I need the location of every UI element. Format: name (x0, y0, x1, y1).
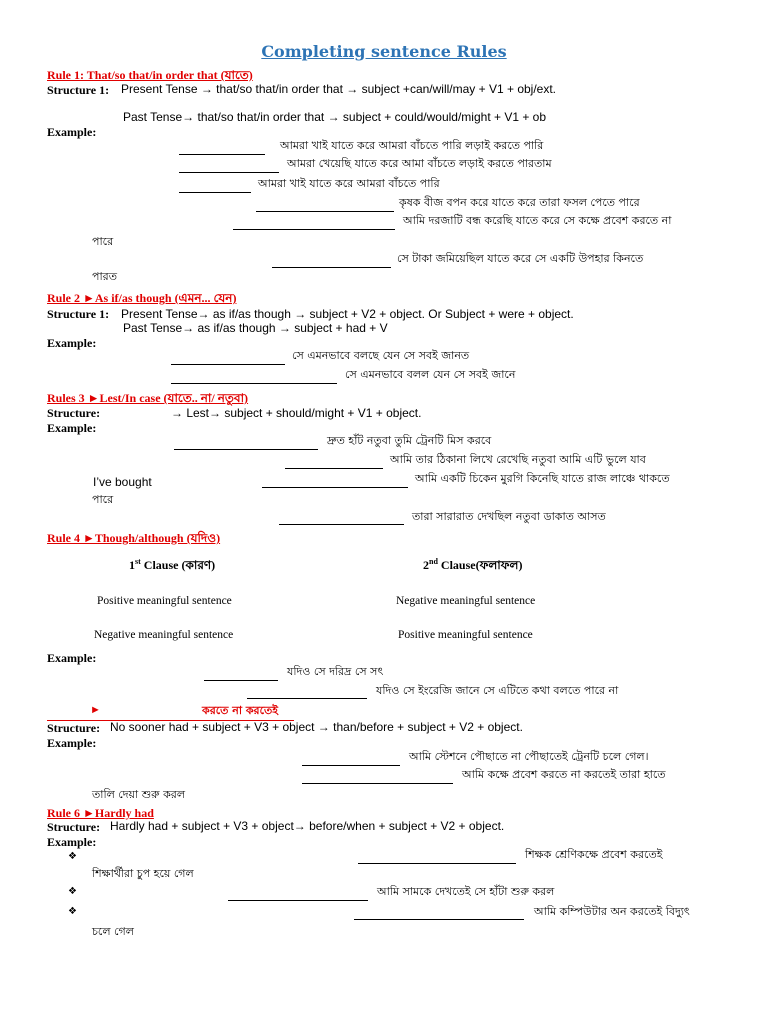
blank-line[interactable] (354, 919, 524, 920)
diamond-bullet-icon: ❖ (68, 886, 77, 897)
blank-line[interactable] (171, 364, 285, 365)
rule-5-example-label: Example: (47, 736, 97, 750)
blank-line[interactable] (174, 449, 318, 450)
blank-line[interactable] (233, 229, 395, 230)
rule-3-structure-label: Structure: (47, 406, 101, 420)
blank-line[interactable] (272, 267, 391, 268)
example-sentence: আমি কম্পিউটার অন করতেই বিদ্যুৎ (534, 905, 690, 918)
example-sentence: আমরা খাই যাতে করে আমরা বাঁচতে পারি লড়াই করতে পারি (280, 139, 544, 152)
rule-2-example-label: Example: (47, 336, 97, 350)
diamond-bullet-icon: ❖ (68, 851, 77, 862)
rule-1-structure-label: Structure 1: (47, 83, 110, 97)
example-sentence-continuation: পারত (92, 270, 117, 283)
example-sentence: আমরা খাই যাতে করে আমরা বাঁচতে পারি (258, 177, 440, 190)
example-sentence: যদিও সে ইংরেজি জানে সে এটিতে কথা বলতে পারে না (376, 684, 619, 697)
example-sentence: আমি সামকে দেখতেই সে হাঁটা শুরু করল (377, 885, 555, 898)
rule-3-example-label: Example: (47, 421, 97, 435)
blank-line[interactable] (247, 698, 367, 699)
rule-5-structure: No sooner had + subject + V3 + object → than/before + subject + V2 + object. (110, 720, 523, 734)
rule-2-structure-label: Structure 1: (47, 307, 110, 321)
first-clause-header: 1st Clause (কারণ) (129, 557, 216, 572)
clause-cell: Negative meaningful sentence (94, 629, 234, 641)
page-title: Completing sentence Rules (261, 42, 507, 61)
blank-line[interactable] (179, 192, 251, 193)
second-clause-header: 2nd Clause(ফলাফল) (423, 557, 523, 572)
blank-line[interactable] (279, 524, 404, 525)
rule-6-structure-label: Structure: (47, 820, 101, 834)
blank-line[interactable] (302, 783, 453, 784)
example-sentence-continuation: পারে (92, 235, 114, 248)
blank-line[interactable] (285, 468, 383, 469)
rule-6-structure: Hardly had + subject + V3 + object→ before/when + subject + V2 + object. (110, 819, 505, 833)
rule-1-past: Past Tense→ that/so that/in order that → subject + could/would/might + V1 + ob (123, 110, 547, 124)
example-sentence: আমরা খেয়েছি যাতে করে আমা বাঁচতে লড়াই করতে পারতাম (287, 157, 552, 170)
blank-line[interactable] (179, 172, 279, 173)
example-sentence: সে এমনভাবে বলল যেন সে সবই জানে (345, 368, 516, 381)
example-sentence: আমি কক্ষে প্রবেশ করতে না করতেই তারা হাতে (462, 768, 666, 781)
rule-2-heading: Rule 2 ►As if/as though (এমন... যেন) (47, 291, 237, 305)
rule-5-heading-label: করতে না করতেই (202, 704, 278, 717)
clause-cell: Negative meaningful sentence (396, 595, 536, 607)
blank-line[interactable] (262, 487, 408, 488)
blank-line[interactable] (256, 211, 394, 212)
rule-4-example-label: Example: (47, 651, 97, 665)
rule-1-example-label: Example: (47, 125, 97, 139)
example-sentence: শিক্ষক শ্রেণিকক্ষে প্রবেশ করতেই (525, 848, 663, 861)
example-sentence: তারা সারারাত দেখছিল নতুবা ডাকাত আসত (412, 510, 606, 523)
example-sentence-continuation: পারে (92, 493, 114, 506)
example-sentence-continuation: শিক্ষার্থীরা চুপ হয়ে গেল (92, 867, 194, 880)
example-sentence: আমি স্টেশনে পৌছাতে না পৌছাতেই ট্রেনটি চলে গেল। (409, 750, 649, 763)
example-sentence: যদিও সে দরিদ্র সে সৎ (287, 665, 384, 678)
clause-cell: Positive meaningful sentence (398, 629, 533, 641)
example-sentence-continuation: চলে গেল (92, 925, 134, 938)
example-sentence: সে টাকা জমিয়েছিল যাতে করে সে একটি উপহার কিনতে (397, 252, 644, 265)
clause-cell: Positive meaningful sentence (97, 595, 232, 607)
example-sentence: আমি তার ঠিকানা লিখে রেখেছি নতুবা আমি এটি ভুলে যাব (390, 453, 646, 466)
blank-line[interactable] (228, 900, 368, 901)
arrow-icon: ► (90, 704, 101, 716)
example-sentence: আমি একটি চিকেন মুরগি কিনেছি যাতে রাজ লাঞ্চে থাকতে (415, 472, 670, 485)
blank-line[interactable] (179, 154, 265, 155)
blank-line[interactable] (171, 383, 337, 384)
rule-3-heading: Rules 3 ►Lest/In case (যাতে.. না/ নতুবা) (47, 391, 249, 405)
rule-5-heading (47, 705, 294, 721)
blank-line[interactable] (358, 863, 516, 864)
example-sentence: দ্রুত হাঁট নতুবা তুমি ট্রেনটি মিস করবে (327, 434, 492, 447)
rule-1-heading: Rule 1: That/so that/in order that (যাতে) (47, 68, 253, 82)
example-sentence: সে এমনভাবে বলছে যেন সে সবই জানত (292, 349, 470, 362)
rule-1-present: Present Tense → that/so that/in order that → subject +can/will/may + V1 + obj/ext. (121, 82, 557, 96)
rule-4-heading: Rule 4 ►Though/although (যদিও) (47, 531, 221, 545)
example-sentence: কৃষক বীজ বপন করে যাতে করে তারা ফসল পেতে পারে (399, 196, 640, 209)
example-sentence-lead: I’ve bought (93, 475, 152, 489)
blank-line[interactable] (204, 680, 278, 681)
example-sentence: আমি দরজাটি বন্ধ করেছি যাতে করে সে কক্ষে প্রবেশ করতে না (403, 214, 672, 227)
example-sentence-continuation: তালি দেয়া শুরু করল (92, 788, 186, 801)
rule-6-heading: Rule 6 ►Hardly had (47, 806, 154, 820)
rule-3-structure: → Lest→ subject + should/might + V1 + object. (171, 406, 422, 420)
rule-2-present: Present Tense→ as if/as though → subject + V2 + object. Or Subject + were + object. (121, 307, 574, 321)
rule-5-structure-label: Structure: (47, 721, 101, 735)
rule-2-past: Past Tense→ as if/as though → subject + had + V (123, 321, 388, 335)
diamond-bullet-icon: ❖ (68, 906, 77, 917)
blank-line[interactable] (302, 765, 400, 766)
rule-6-example-label: Example: (47, 835, 97, 849)
